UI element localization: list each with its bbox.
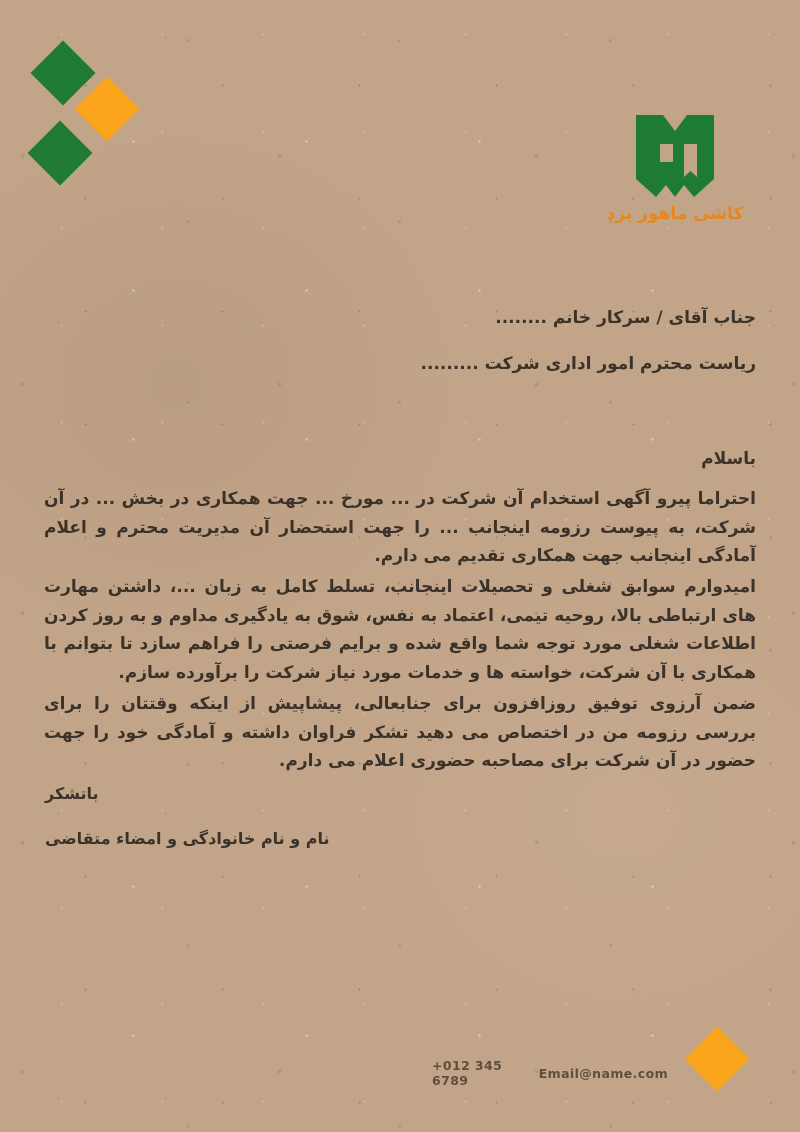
footer-phone: +012 345 6789 xyxy=(432,1058,503,1088)
brand-logo-block xyxy=(585,115,765,224)
closing-thanks: باتشکر xyxy=(45,784,99,803)
body-paragraph-1: احتراما پیرو آگهی استخدام آن شرکت در ... مورخ ... جهت همکاری در بخش ... در آن شرکت، به پیوست رزومه اینجانب ... را جهت استحضار آن مدیریت محترم و اعلام آمادگی اینجانب جهت همکاری تقدیم می دارم. xyxy=(44,489,756,566)
footer-contacts xyxy=(432,1058,668,1088)
decor-diamond-green-bottom-icon xyxy=(27,120,92,185)
recipient-line-1: جناب آقای / سرکار خانم ........ xyxy=(495,308,756,328)
body-paragraph-3: ضمن آرزوی توفیق روزافزون برای جنابعالی، پیشاپیش از اینکه وقتتان را برای بررسی رزومه من در اختصاص می دهید تشکر فراوان داشته و آمادگی خود را جهت حضور در آن شرکت برای مصاحبه حضوری اعلام می دارم. xyxy=(44,694,756,771)
footer-email: Email@name.com xyxy=(538,1065,668,1081)
decor-diamond-orange-icon xyxy=(74,76,139,141)
signature-line: نام و نام خانوادگی و امضاء متقاضی xyxy=(45,829,330,848)
mahoor-m-logo-icon xyxy=(636,115,714,199)
body-paragraph-2: امیدوارم سوابق شغلی و تحصیلات اینجانب، تسلط کامل به زبان ...، داشتن مهارت های ارتباطی بالا، روحیه تیمی، اعتماد به نفس، شوق به یادگیری مداوم و به روز کردن اطلاعات شغلی مورد توجه شما واقع شده و برایم فرصتی را فراهم سازد تا بتوانم با همکاری با آن شرکت، خواسته ها و خدمات مورد نیاز شرکت را برآورده سازم. xyxy=(44,577,756,683)
salutation: باسلام xyxy=(701,449,756,469)
decor-diamond-orange-footer-icon xyxy=(684,1026,749,1091)
brand-name: کاشی ماهور یزد xyxy=(606,204,744,224)
recipient-line-2: ریاست محترم امور اداری شرکت ......... xyxy=(420,354,756,374)
